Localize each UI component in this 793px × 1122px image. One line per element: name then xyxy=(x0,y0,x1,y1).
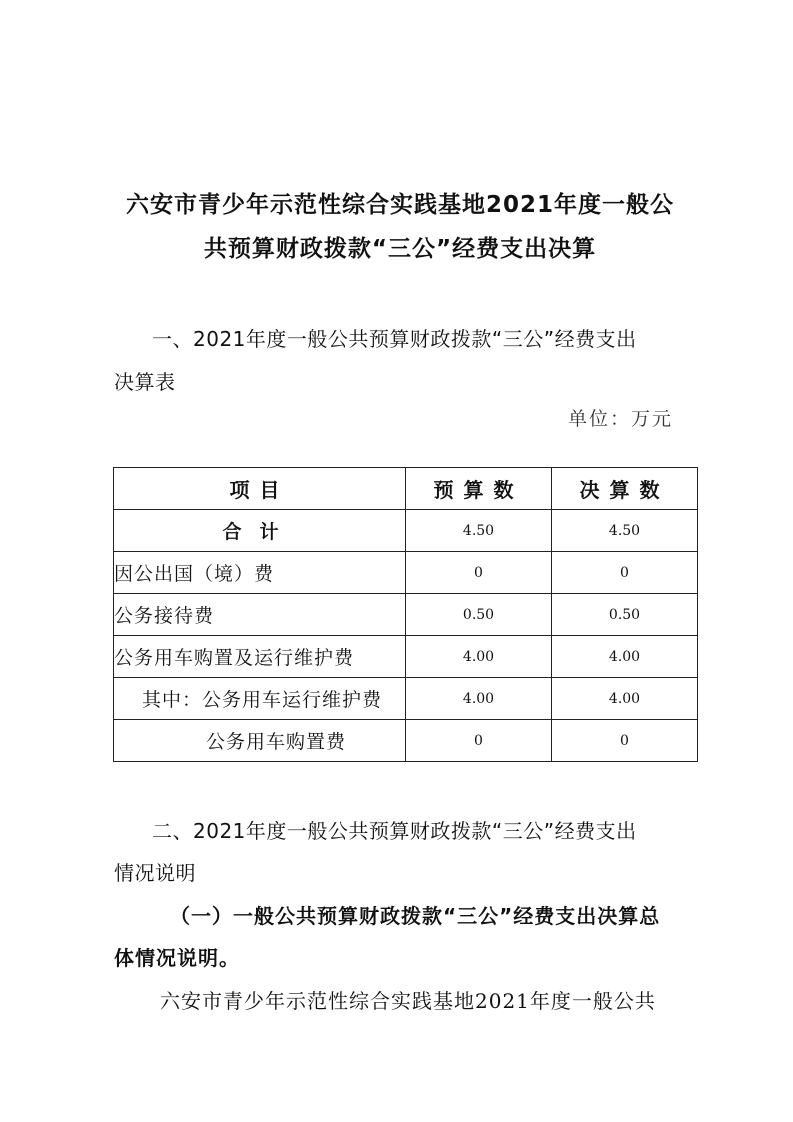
table-row xyxy=(114,720,698,762)
header-item: 项目 xyxy=(114,468,406,510)
row-final-value: 0.50 xyxy=(552,594,698,636)
row-final-value: 4.00 xyxy=(552,678,698,720)
table-row xyxy=(114,678,698,720)
row-budget-value: 0 xyxy=(406,720,552,762)
row-final-value: 4.00 xyxy=(552,636,698,678)
row-budget-value: 4.00 xyxy=(406,636,552,678)
table-header-row xyxy=(114,468,698,510)
row-budget-value: 4.50 xyxy=(406,510,552,552)
row-final-value: 0 xyxy=(552,552,698,594)
row-budget-value: 0.50 xyxy=(406,594,552,636)
section-1-heading-line-1: 一、2021年度一般公共预算财政拨款“三公”经费支出 xyxy=(152,327,637,351)
header-final: 决算数 xyxy=(552,468,698,510)
subsection-1-heading-line-1: （一）一般公共预算财政拨款“三公”经费支出决算总 xyxy=(170,904,661,928)
three-public-expenses-table xyxy=(113,467,698,762)
body-paragraph-line-1: 六安市青少年示范性综合实践基地2021年度一般公共 xyxy=(160,989,656,1013)
row-label-vehicle-purchase: 公务用车购置费 xyxy=(114,720,406,762)
unit-label: 单位：万元 xyxy=(567,408,673,430)
table-row xyxy=(114,510,698,552)
section-2-heading-line-1: 二、2021年度一般公共预算财政拨款“三公”经费支出 xyxy=(152,819,637,843)
table-row xyxy=(114,552,698,594)
row-label-overseas: 因公出国（境）费 xyxy=(114,552,406,594)
row-label-total: 合计 xyxy=(114,510,406,552)
section-2-heading-line-2: 情况说明 xyxy=(114,861,196,885)
row-label-vehicle: 公务用车购置及运行维护费 xyxy=(114,636,406,678)
row-budget-value: 0 xyxy=(406,552,552,594)
row-label-reception: 公务接待费 xyxy=(114,594,406,636)
subsection-1-heading-line-2: 体情况说明。 xyxy=(114,946,240,970)
section-1-heading-line-2: 决算表 xyxy=(114,370,176,394)
row-label-vehicle-maintenance: 其中：公务用车运行维护费 xyxy=(114,678,406,720)
row-final-value: 4.50 xyxy=(552,510,698,552)
row-budget-value: 4.00 xyxy=(406,678,552,720)
table-row xyxy=(114,594,698,636)
row-final-value: 0 xyxy=(552,720,698,762)
table-row xyxy=(114,636,698,678)
document-title-line-1: 六安市青少年示范性综合实践基地2021年度一般公 xyxy=(125,192,674,218)
header-budget: 预算数 xyxy=(406,468,552,510)
document-title-line-2: 共预算财政拨款“三公”经费支出决算 xyxy=(203,236,597,262)
